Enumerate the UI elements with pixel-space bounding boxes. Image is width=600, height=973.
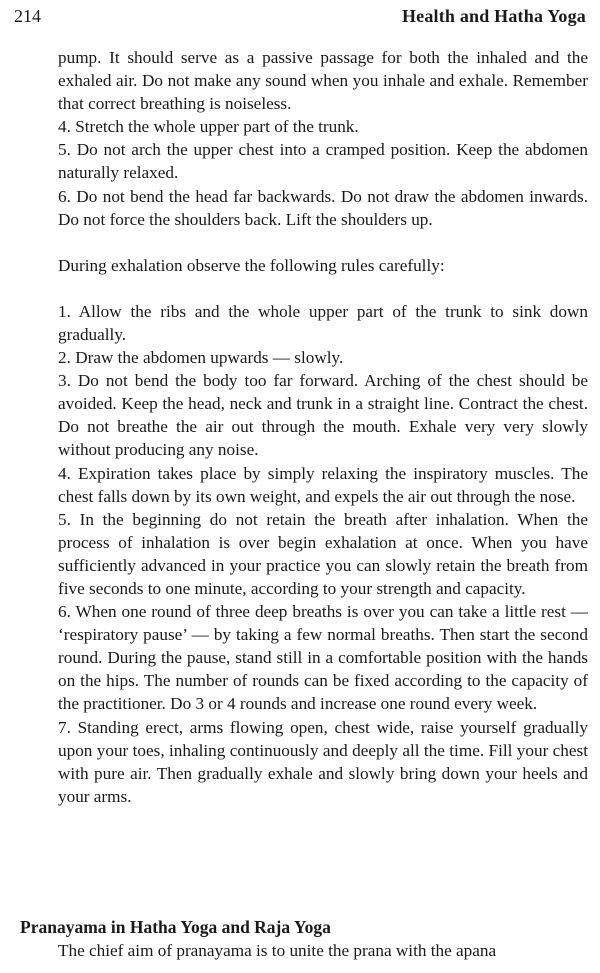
- inhalation-rule-4: 4. Stretch the whole upper part of the trunk.: [58, 117, 359, 137]
- exhalation-rule-7: 7. Standing erect, arms flowing open, chest wide, raise yourself gradually upon your toes, inhaling continuously and deeply all the time. Fill your chest with pure air. Then gradually exhale and slowly bring down your heels and your arms.: [58, 717, 588, 806]
- exhalation-rule-3: 3. Do not bend the body too far forward. Arching of the chest should be avoided. Keep the head, neck and trunk in a straight line. Contract the chest. Do not breathe the air out through the mouth. Exhale very very slowly without producing any noise.: [58, 371, 588, 460]
- exhalation-rule-2: 2. Draw the abdomen upwards — slowly.: [58, 348, 344, 368]
- page-header: [14, 6, 586, 36]
- inhalation-rule-5: 5. Do not arch the upper chest into a cramped position. Keep the abdomen naturally relaxed.: [58, 140, 588, 183]
- exhalation-rule-1: 1. Allow the ribs and the whole upper part of the trunk to sink down gradually.: [58, 301, 588, 344]
- section-heading: Pranayama in Hatha Yoga and Raja Yoga: [20, 917, 331, 937]
- exhalation-rule-6: 6. When one round of three deep breaths is over you can take a little rest — ‘respiratory pause’ — by taking a few normal breaths. Then start the second round. During the pause, stand still in a comfortable position with the hands on the hips. The number of rounds can be fixed according to the capacity of the practitioner. Do 3 or 4 rounds and increase one round every week.: [58, 602, 588, 714]
- running-title: Health and Hatha Yoga: [401, 6, 586, 26]
- inhalation-rule-continuation: pump. It should serve as a passive passage for both the inhaled and the exhaled air. Do not make any sound when you inhale and exhale. Remember that correct breathing is noiseless.: [58, 48, 588, 114]
- page-number: 214: [14, 6, 41, 26]
- exhalation-rule-5: 5. In the beginning do not retain the breath after inhalation. When the process of inhalation is over begin exhalation at once. When you have sufficiently advanced in your practice you can slowly retain the breath from five seconds to one minute, according to your strength and capacity.: [58, 509, 588, 598]
- exhalation-rule-4: 4. Expiration takes place by simply relaxing the inspiratory muscles. The chest falls down by its own weight, and expels the air out through the nose.: [58, 463, 588, 506]
- inhalation-rule-6: 6. Do not bend the head far backwards. Do not draw the abdomen inwards. Do not force the shoulders back. Lift the shoulders up.: [58, 186, 588, 229]
- exhalation-intro: During exhalation observe the following rules carefully:: [58, 255, 445, 275]
- page-body: [58, 46, 588, 808]
- section-first-line: The chief aim of pranayama is to unite the prana with the apana: [58, 941, 497, 960]
